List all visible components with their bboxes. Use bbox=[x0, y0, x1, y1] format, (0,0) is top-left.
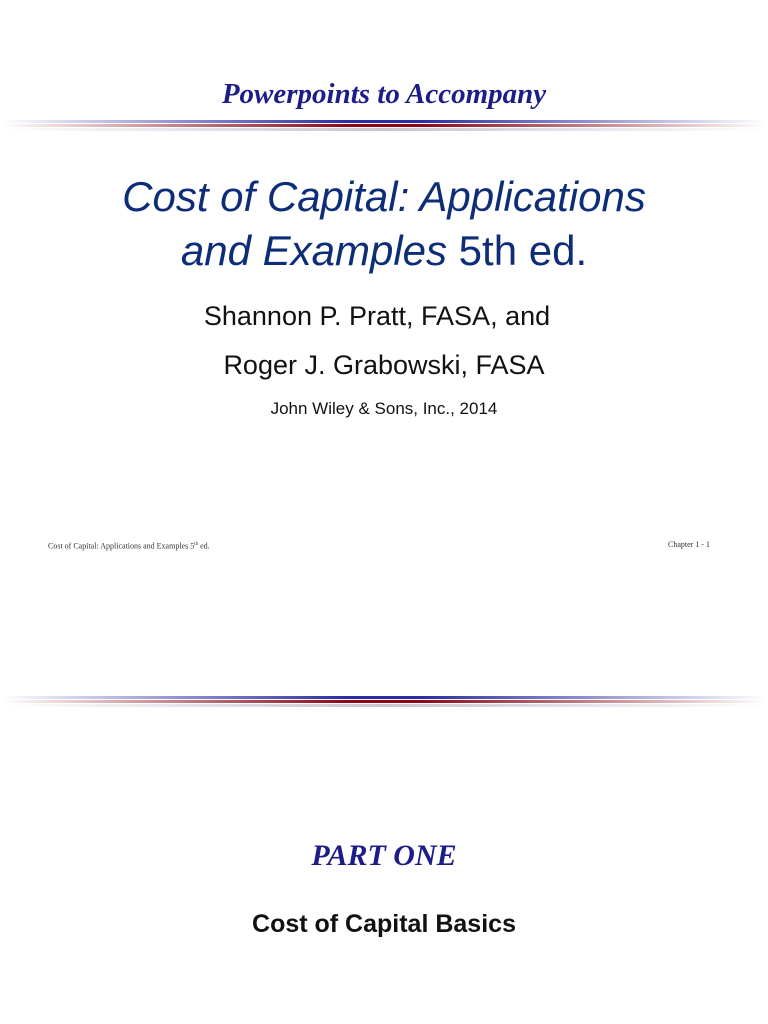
slide-2 bbox=[0, 575, 768, 1024]
stripe-band-red bbox=[0, 700, 768, 703]
publisher: John Wiley & Sons, Inc., 2014 bbox=[270, 399, 498, 418]
slide-title bbox=[0, 170, 768, 278]
title-line-1-text: Cost of Capital: Applications bbox=[122, 173, 646, 220]
footer-book-title-sup: th bbox=[194, 542, 199, 547]
part-heading: PART ONE bbox=[311, 839, 457, 872]
title-line-2-italic: and Examples bbox=[180, 227, 448, 274]
author-2: Roger J. Grabowski, FASA bbox=[223, 350, 545, 380]
slide-header: Powerpoints to Accompany bbox=[221, 78, 547, 110]
title-line-2 bbox=[0, 224, 768, 278]
footer-book-title bbox=[48, 540, 210, 552]
stripe-band-red bbox=[0, 124, 768, 127]
part-subtitle: Cost of Capital Basics bbox=[252, 910, 516, 938]
stripe-band-gray bbox=[0, 704, 768, 707]
footer-book-title-text: Cost of Capital: Applications and Examples 5 bbox=[48, 541, 195, 551]
header-stripe bbox=[0, 119, 768, 135]
footer-chapter: Chapter 1 - 1 bbox=[668, 540, 710, 549]
footer-book-title-suffix: ed. bbox=[198, 541, 210, 551]
stripe-band-gray bbox=[0, 128, 768, 131]
stripe-band-blue bbox=[0, 696, 768, 699]
title-line-2-plain: 5th ed. bbox=[447, 227, 588, 274]
title-line-1 bbox=[0, 170, 768, 224]
author-1: Shannon P. Pratt, FASA, and bbox=[203, 301, 551, 331]
stripe-band-blue bbox=[0, 120, 768, 123]
header-stripe bbox=[0, 695, 768, 711]
